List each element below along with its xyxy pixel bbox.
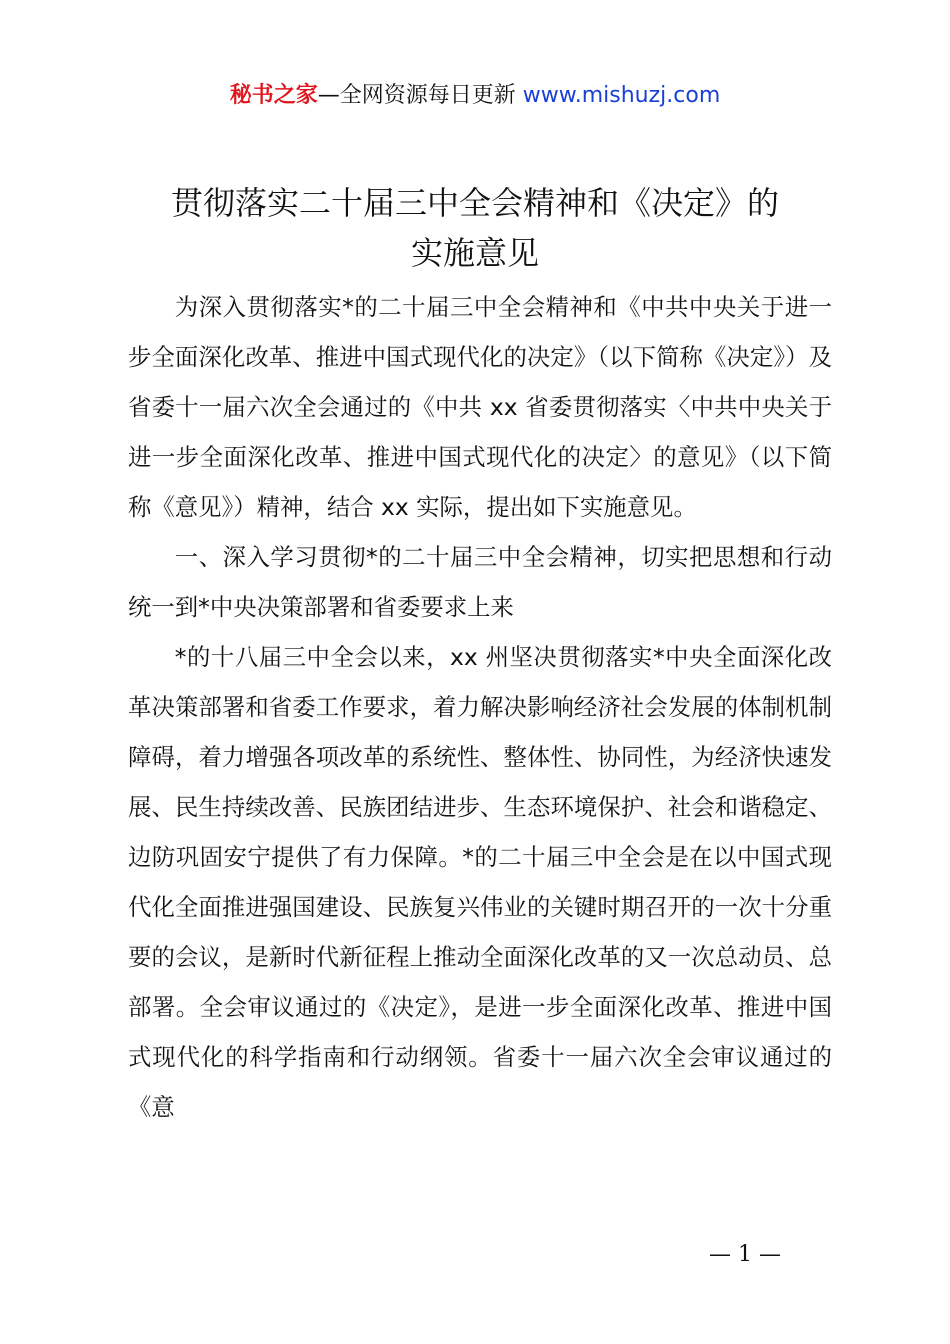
body-paragraph: *的十八届三中全会以来，xx 州坚决贯彻落实*中央全面深化改革决策部署和省委工作要求，着力解决影响经济社会发展的体制机制障碍，着力增强各项改革的系统性、整体性、协同性，为经济快速发展、民生持续改善、民族团结进步、生态环境保护、社会和谐稳定、边防巩固安宁提供了有力保障。*的二十届三中全会是在以中国式现代化全面推进强国建设、民族复兴伟业的关键时期召开的一次十分重要的会议，是新时代新征程上推动全面深化改革的又一次总动员、总部署。全会审议通过的《决定》，是进一步全面深化改革、推进中国式现代化的科学指南和行动纲领。省委十一届六次全会审议通过的《意 (128, 643, 832, 1121)
site-url-link[interactable]: www.mishuzj.com (515, 83, 721, 108)
body-paragraph: 为深入贯彻落实*的二十届三中全会精神和《中共中央关于进一步全面深化改革、推进中国式现代化的决定》（以下简称《决定》）及省委十一届六次全会通过的《中共 xx 省委贯彻落实〈中共中央关于进一步全面深化改革、推进中国式现代化的决定〉的意见》（以下简称《意见》）精神，结合 xx 实际，提出如下实施意见。 (128, 293, 832, 521)
section-heading: 一、深入学习贯彻*的二十届三中全会精神，切实把思想和行动统一到*中央决策部署和省委要求上来 (128, 543, 832, 621)
site-brand: 秘书之家 (229, 83, 318, 108)
page-number: — 1 — (709, 1242, 781, 1267)
document-title-line-1: 贯彻落实二十届三中全会精神和《决定》的 (170, 184, 779, 222)
document-body (128, 282, 832, 1132)
document-title (100, 178, 850, 278)
site-banner (0, 80, 950, 112)
site-tagline: —全网资源每日更新 (317, 83, 516, 108)
document-title-line-2: 实施意见 (410, 234, 539, 272)
